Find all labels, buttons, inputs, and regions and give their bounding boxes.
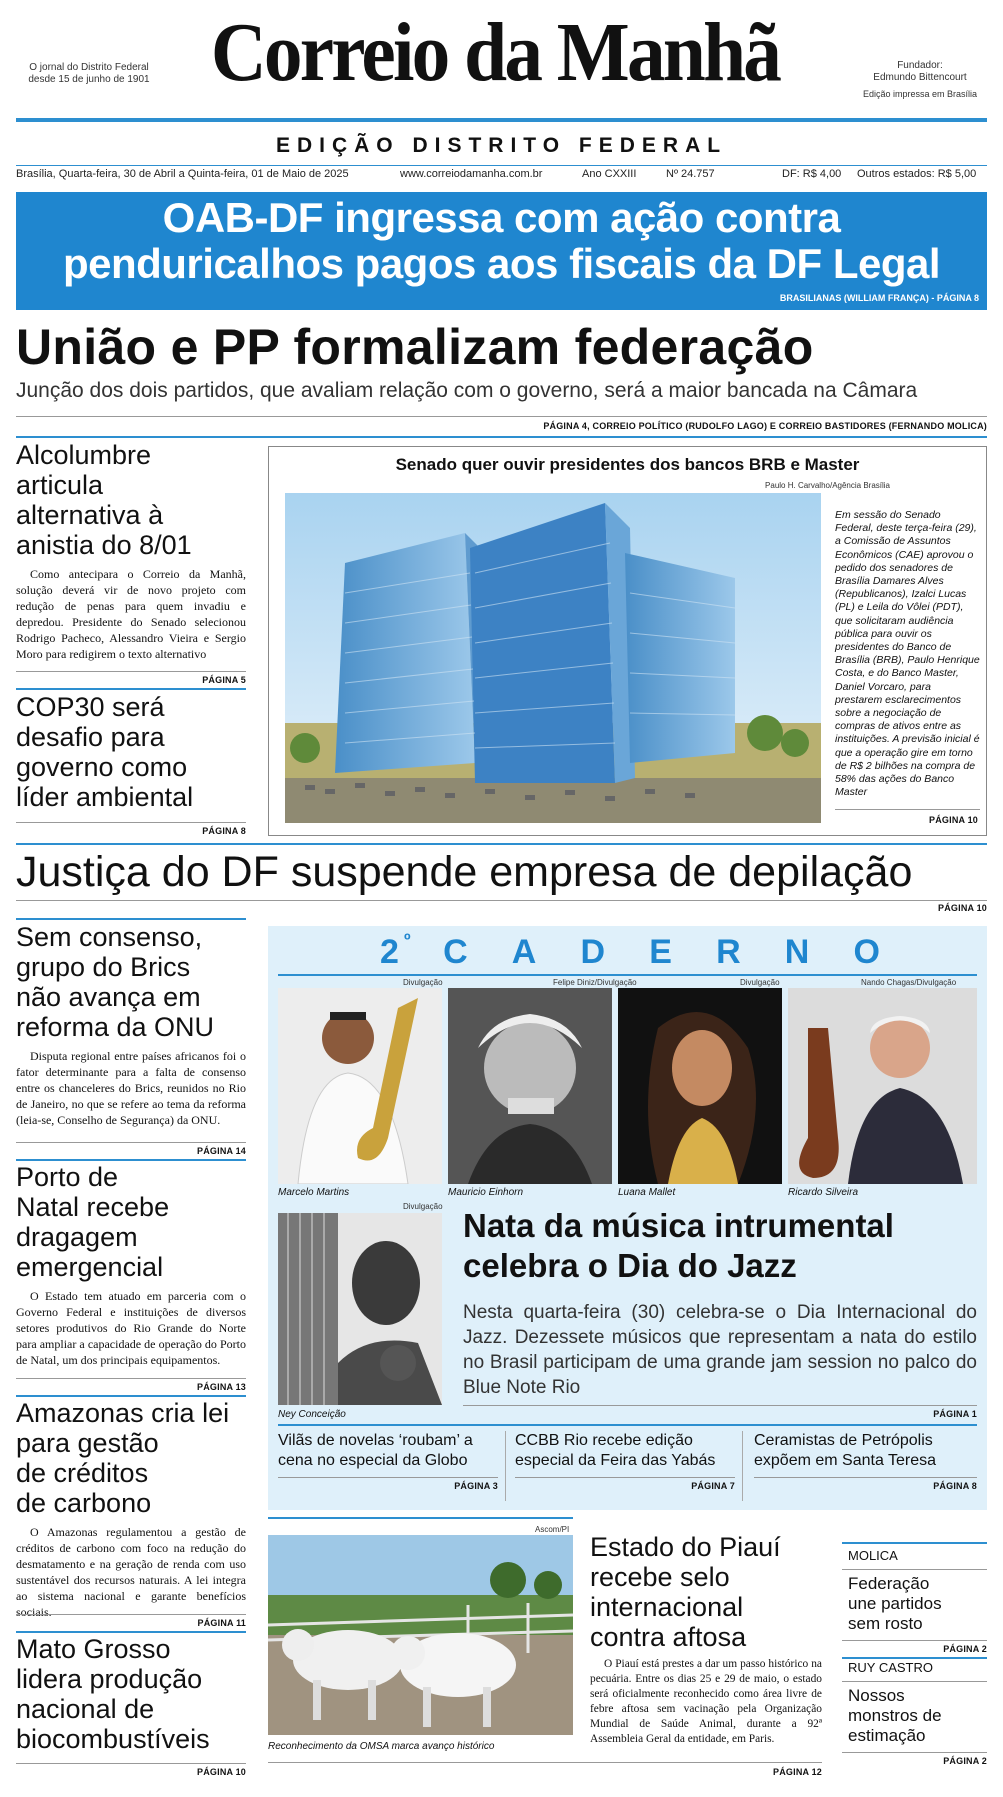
divider (16, 1763, 246, 1764)
story-body: O Estado tem atuado em parceria com o Governo Federal e instituições de diversos setores produtivos do Rio Grande do Norte para ampliar a capacidade de operação do Porto de Natal, um dos principais equipamentos. (16, 1289, 246, 1367)
divider (842, 1569, 987, 1570)
caderno-title (380, 932, 880, 972)
page-ref: PÁGINA 10 (929, 815, 978, 825)
divider (268, 1517, 573, 1519)
caderno-box[interactable] (268, 926, 987, 1510)
date-text: Brasília, Quarta-feira, 30 de Abril a Quinta-feira, 01 de Maio de 2025 (16, 168, 349, 180)
divider (16, 918, 246, 920)
divider (16, 1631, 246, 1633)
divider (16, 1395, 246, 1397)
caderno-letter: N (784, 933, 810, 971)
photo-credit: Divulgação (403, 1202, 443, 1211)
divider (16, 1614, 246, 1615)
caderno-letter: R (716, 933, 741, 971)
divider (16, 822, 246, 823)
story-headline: Alcolumbre articula alternativa à anistia do 8/01 (16, 440, 192, 560)
column-headline: Nossos monstros de estimação (848, 1686, 942, 1745)
column-ruy-castro[interactable]: RUY CASTRO Nossos monstros de estimação PÁGINA 2 (848, 1660, 987, 1766)
caderno-letter: O (853, 933, 880, 971)
page-ref: PÁGINA 5 (202, 675, 246, 685)
column-headline: Federação une partidos sem rosto (848, 1574, 942, 1633)
lead-headline[interactable]: União e PP formalizam federação (16, 319, 814, 375)
senado-title: Senado quer ouvir presidentes dos bancos BRB e Master (395, 455, 860, 474)
dateline (16, 168, 987, 184)
story-headline: Amazonas cria lei para gestão de créditos de carbono (16, 1398, 230, 1518)
year-text: Ano CXXIII (582, 168, 637, 180)
masthead-rule (16, 118, 987, 122)
brb-building-photo (285, 493, 821, 823)
story-headline: Sem consenso, grupo do Brics não avança em reforma da ONU (16, 922, 215, 1042)
divider (842, 1542, 987, 1544)
marcelo-martins-photo (278, 988, 442, 1184)
page-ref: PÁGINA 12 (773, 1767, 822, 1777)
masthead-right (845, 60, 995, 100)
ney-conceicao-photo (278, 1213, 442, 1405)
lead-rule (16, 416, 987, 417)
banner-ref: BRASILIANAS (WILLIAM FRANÇA) - PÁGINA 8 (779, 293, 979, 303)
story-headline: Estado do Piauí recebe selo internacional contra aftosa (590, 1532, 781, 1652)
divider (842, 1681, 987, 1682)
story-porto-natal[interactable] (16, 1162, 246, 1368)
photo-credit: Paulo H. Carvalho/Agência Brasília (765, 481, 890, 490)
divider (278, 1477, 498, 1478)
page-ref: PÁGINA 8 (202, 826, 246, 836)
divider (16, 1378, 246, 1379)
print-note: Edição impressa em Brasília (862, 89, 978, 99)
caderno-letter: A (511, 933, 537, 971)
banner-headline-2: penduricalhos pagos aos fiscais da DF Legal (62, 240, 941, 287)
photo-caption: Ricardo Silveira (788, 1187, 859, 1198)
story-headline: COP30 será desafio para governo como líder ambiental (16, 692, 194, 812)
masthead-since: desde 15 de junho de 1901 (28, 74, 150, 85)
photo-credit: Felipe Diniz/Divulgação (553, 978, 637, 987)
caderno-ordinal: º (404, 930, 411, 950)
divider (16, 900, 987, 901)
photo-caption: Ney Conceição (278, 1409, 346, 1420)
story-headline: Mato Grosso lidera produção nacional de biocombustíveis (16, 1634, 210, 1754)
issue-number: Nº 24.757 (666, 168, 715, 180)
story-headline: Porto de Natal recebe dragagem emergencial (16, 1162, 170, 1282)
lead-subhead: Junção dos dois partidos, que avaliam relação com o governo, será a maior bancada na Câmara (16, 379, 918, 402)
teaser-divider (505, 1431, 506, 1501)
senado-box[interactable] (268, 446, 987, 836)
teaser-divider (742, 1431, 743, 1501)
divider (16, 671, 246, 672)
teaser-ccbb[interactable]: CCBB Rio recebe edição especial da Feira das Yabás PÁGINA 7 (515, 1432, 735, 1491)
divider (842, 1640, 987, 1641)
page-ref: PÁGINA 1 (933, 1409, 977, 1419)
page-ref: PÁGINA 10 (938, 903, 987, 913)
justica-headline[interactable]: Justiça do DF suspende empresa de depilação (16, 848, 913, 896)
story-body: Como antecipara o Correio da Manhã, solução deverá vir de novo projeto com redução de penas para quem invadiu e depredou. Presidente do Senado selecionou Rodrigo Pacheco, Alessandro Vieira e Sergio Moro para redigirem o texto alternativo (16, 567, 246, 661)
divider (515, 1477, 735, 1478)
founder-name: Edmundo Bittencourt (873, 72, 967, 83)
story-mato-grosso[interactable] (16, 1634, 246, 1754)
senado-text: Em sessão do Senado Federal, deste terça-feira (29), a Comissão de Assuntos Econômicos (CAE) aprovou o pedido dos senadores de Brasília Damares Alves (Republicanos), Izalci Lucas (PL) e Leila do Vôlei (PDT), que solicitaram audiência pública para ouvir os presidentes do Banco de Brasília (BRB), Paulo Henrique Costa, e do Banco Master, Daniel Vorcaro, para prestarem esclarecimentos sobre a negociação de compras de ativos entre as instituições. A previsão inicial é que a operação gire em torno de R$ 2 bilhões na compra de 58% das ações do Banco Master (835, 509, 980, 799)
story-body: O Piauí está prestes a dar um passo histórico na pecuária. Entre os dias 25 e 29 de maio, o estado será oficialmente reconhecido como área livre de febre aftosa sem vacinação pela Organização Mundial de Saúde Animal, durante a 92ª Assembleia Geral da entidade, em Paris. (590, 1658, 822, 1745)
banner-box[interactable] (16, 192, 987, 310)
ricardo-silveira-photo (788, 988, 977, 1184)
story-alcolumbre[interactable] (16, 440, 246, 662)
price-other: Outros estados: R$ 5,00 (857, 168, 977, 180)
teaser-novelas[interactable]: Vilãs de novelas ‘roubam’ a cena no especial da Globo PÁGINA 3 (278, 1432, 498, 1491)
page-ref: PÁGINA 11 (197, 1618, 246, 1628)
story-cop30[interactable] (16, 692, 246, 812)
photo-caption: Mauricio Einhorn (448, 1187, 524, 1198)
page-ref: PÁGINA 14 (197, 1146, 246, 1156)
page-ref: PÁGINA 10 (197, 1767, 246, 1777)
divider (835, 809, 980, 810)
edition-rule (16, 165, 987, 166)
teaser-ceramistas[interactable]: Ceramistas de Petrópolis expõem em Santa Teresa PÁGINA 8 (754, 1432, 977, 1491)
photo-caption: Marcelo Martins (278, 1187, 350, 1198)
story-piaui[interactable] (590, 1532, 822, 1747)
photo-caption: Reconhecimento da OMSA marca avanço histórico (268, 1741, 495, 1752)
caderno-letter: C (443, 933, 468, 971)
photo-credit: Nando Chagas/Divulgação (861, 978, 957, 987)
divider (268, 1762, 822, 1763)
divider (463, 1405, 977, 1406)
photo-credit: Divulgação (740, 978, 780, 987)
caderno-text: Nesta quarta-feira (30) celebra-se o Dia Internacional do Jazz. Dezessete músicos que representam a nata do estilo no Brasil participam de uma grande jam session no palco do Blue Note Rio (463, 1302, 977, 1398)
divider (16, 1142, 246, 1143)
caderno-letter: 2 (380, 933, 399, 971)
website-link[interactable]: www.correiodamanha.com.br (400, 168, 543, 180)
divider (16, 843, 987, 845)
divider (754, 1477, 977, 1478)
caderno-letter: E (649, 933, 672, 971)
lead-rule-2 (16, 436, 987, 438)
column-author: MOLICA (848, 1548, 898, 1563)
story-body: Disputa regional entre países africanos foi o fator determinante para a falta de consenso entre os chanceleres do Brics, reunidos no Rio de Janeiro, no que se refere ao tema da reforma (leia-se, Conselho de Segurança) da ONU. (16, 1049, 246, 1127)
divider (16, 688, 246, 690)
brb-building-illustration (285, 493, 821, 823)
divider (278, 1424, 977, 1426)
divider (278, 974, 977, 976)
divider (16, 1159, 246, 1161)
mauricio-einhorn-photo (448, 988, 612, 1184)
caderno-headline: Nata da música intrumental celebra o Dia do Jazz (463, 1207, 894, 1284)
masthead-tagline: O jornal do Distrito Federal (29, 62, 149, 73)
story-body: O Amazonas regulamentou a gestão de créditos de carbono com foco na redução do desmatamento e na geração de renda com uso sustentável dos recursos naturais. A lei integra ao sistema nacional e garante benefícios sociais. (16, 1525, 246, 1619)
divider (842, 1752, 987, 1753)
masthead-title: Correio da Manhã (210, 6, 780, 99)
divider (842, 1657, 987, 1659)
column-molica[interactable]: MOLICA Federação une partidos sem rosto PÁGINA 2 (848, 1548, 987, 1654)
photo-credit: Ascom/PI (535, 1525, 570, 1534)
story-amazonas[interactable] (16, 1398, 246, 1620)
photo-caption: Luana Mallet (618, 1187, 676, 1198)
story-brics[interactable] (16, 922, 246, 1128)
founder-label: Fundador: (897, 60, 943, 71)
page-ref: PÁGINA 13 (197, 1382, 246, 1392)
price-df: DF: R$ 4,00 (782, 168, 842, 180)
column-author: RUY CASTRO (848, 1660, 933, 1675)
cattle-photo (268, 1535, 573, 1735)
edition-label: EDIÇÃO DISTRITO FEDERAL (275, 134, 728, 157)
banner-headline-1: OAB-DF ingressa com ação contra (162, 194, 841, 241)
luana-mallet-photo (618, 988, 782, 1184)
lead-ref: PÁGINA 4, CORREIO POLÍTICO (RUDOLFO LAGO) E CORREIO BASTIDORES (FERNANDO MOLICA) (543, 421, 987, 431)
masthead-left (14, 62, 164, 86)
photo-credit: Divulgação (403, 978, 443, 987)
caderno-letter: D (580, 933, 606, 971)
